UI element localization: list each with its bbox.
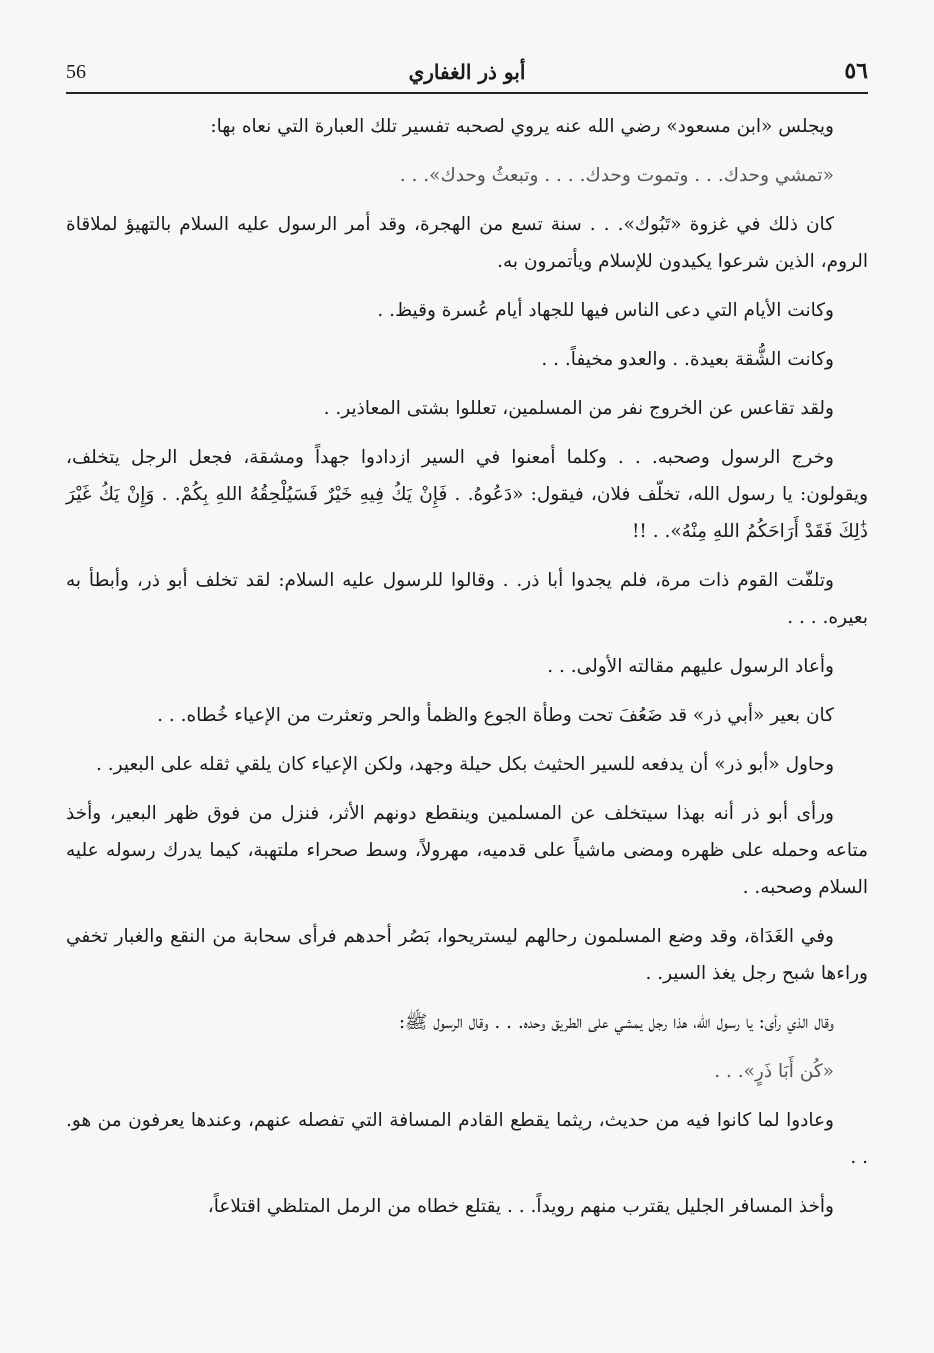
paragraph: وأعاد الرسول عليهم مقالته الأولى. . . xyxy=(547,656,834,677)
paragraph: كان بعير «أبي ذر» قد ضَعُفَ تحت وطأة الجوع والظمأ والحر وتعثرت من الإعياء خُطاه. . . xyxy=(157,705,834,726)
paragraph: وكانت الأيام التي دعى الناس فيها للجهاد أيام عُسرة وقيظ. . xyxy=(377,300,834,321)
paragraph: كان ذلك في غزوة «تَبُوك». . . سنة تسع من الهجرة، وقد أمر الرسول عليه السلام بالتهيؤ لملاقاة الروم، الذين شرعوا يكيدون للإسلام ويأتمرون به. xyxy=(66,214,868,272)
paragraph: وحاول «أبو ذر» أن يدفعه للسير الحثيث بكل حيلة وجهد، ولكن الإعياء كان يلقي ثقله على البعير. . xyxy=(96,754,834,775)
paragraph: وفي الغَدَاة، وقد وضع المسلمون رحالهم ليستريحوا، بَصُر أحدهم فرأى سحابة من النقع والغبار تخفي وراءها شبح رجل يغذ السير. . xyxy=(66,926,868,984)
paragraph: وأخذ المسافر الجليل يقترب منهم رويداً. . . يقتلع خطاه من الرمل المتلظي اقتلاعاً، xyxy=(207,1196,834,1217)
body-text xyxy=(66,108,868,1237)
page-number-latin: 56 xyxy=(66,61,86,83)
paragraph: وعادوا لما كانوا فيه من حديث، ريثما يقطع القادم المسافة التي تفصله عنهم، وعندها يعرفون من هو. . . xyxy=(66,1110,868,1168)
running-header xyxy=(66,52,868,94)
paragraph: وكانت الشُّقة بعيدة. . والعدو مخيفاً. . . xyxy=(541,349,834,370)
page-number-arabic: ٥٦ xyxy=(844,58,868,84)
paragraph: ولقد تقاعس عن الخروج نفر من المسلمين، تعللوا بشتى المعاذير. . xyxy=(323,398,834,419)
paragraph: ويجلس «ابن مسعود» رضي الله عنه يروي لصحبه تفسير تلك العبارة التي نعاه بها: xyxy=(210,116,834,137)
paragraph: وقال الذي رأى: يا رسول الله، هذا رجل يمشي على الطريق وحده. . . وقال الرسول ﷺ: xyxy=(398,1012,834,1033)
running-title: أبو ذر الغفاري xyxy=(408,60,526,84)
paragraph: ورأى أبو ذر أنه بهذا سيتخلف عن المسلمين وينقطع دونهم الأثر، فنزل من فوق ظهر البعير، وأخذ متاعه وحمله على ظهره ومضى ماشياً على قدميه، مهرولاً، وسط صحراء ملتهبة، كيما يدرك رسوله عليه السلام وصحبه. . xyxy=(66,803,868,898)
paragraph: وتلفّت القوم ذات مرة، فلم يجدوا أبا ذر. . وقالوا للرسول عليه السلام: لقد تخلف أبو ذر، وأبطأ به بعيره. . . . xyxy=(66,570,868,628)
quote-paragraph: «تمشي وحدك. . . وتموت وحدك. . . . وتبعثُ وحدك». . . xyxy=(399,165,834,186)
quote-paragraph: «كُن أَبَا ذَرٍ». . . xyxy=(714,1061,834,1082)
paragraph-hadith: وخرج الرسول وصحبه. . . وكلما أمعنوا في السير ازدادوا جهداً ومشقة، فجعل الرجل يتخلف، ويقولون: يا رسول الله، تخلّف فلان، فيقول: «دَعُوهُ. . فَإِنْ يَكُ فِيهِ خَيْرٌ فَسَيُلْحِقُهُ اللهِ بِكُمْ. . وَإِنْ يَكُ غَيْرَ ذَٰلِكَ فَقَدْ أَرَاحَكُمُ اللهِ مِنْهُ». . !! xyxy=(66,447,868,542)
